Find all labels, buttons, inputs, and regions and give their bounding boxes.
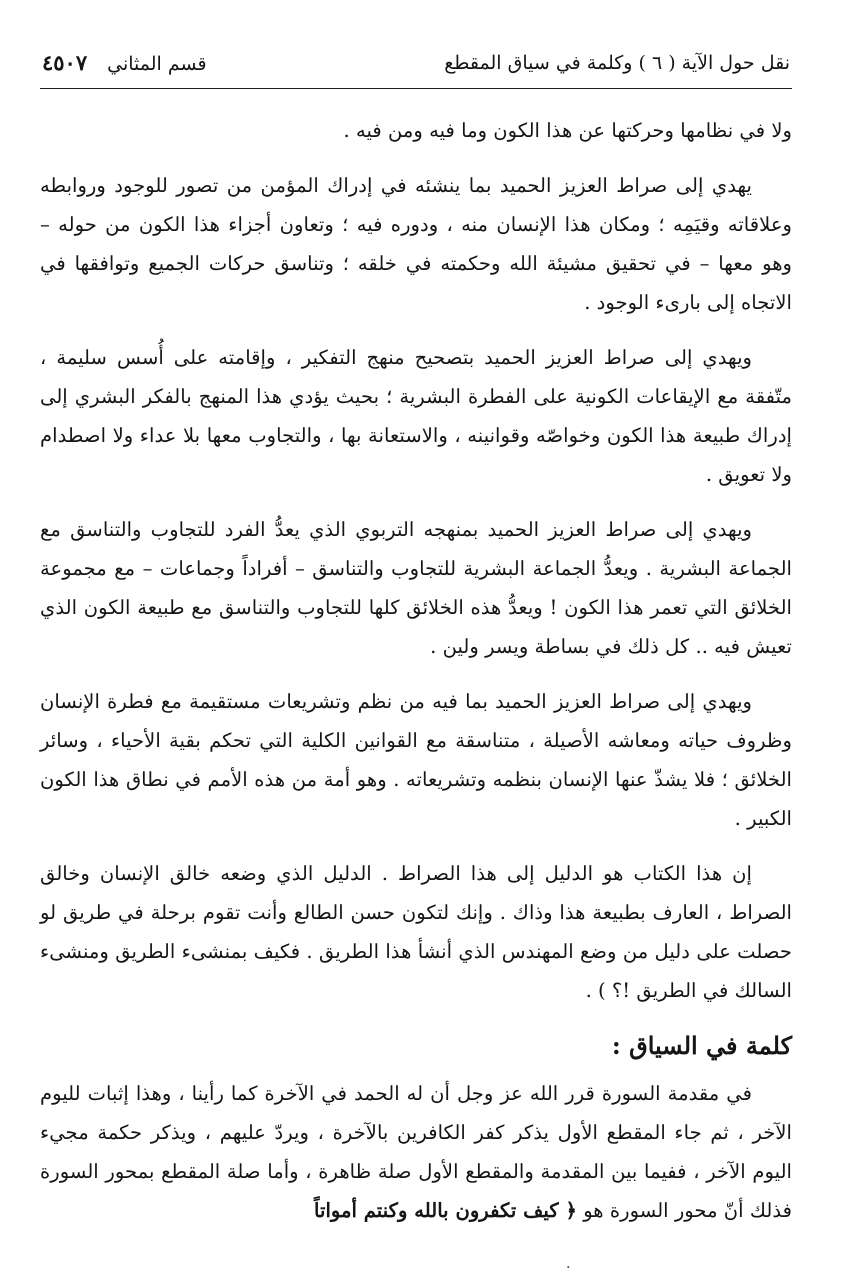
page-number: ٤٥٠٧ xyxy=(42,50,88,75)
footer-mark: . xyxy=(566,1256,571,1272)
paragraph: ويهدي إلى صراط العزيز الحميد بمنهجه التربوي الذي يعدُّ الفرد للتجاوب والتناسق مع الجماعة البشرية . ويعدُّ الجماعة البشرية للتجاوب والتناسق – أفراداً وجماعات – مع مجموعة الخلائق التي تعمر هذا الكون ! ويعدُّ هذه الخلائق كلها للتجاوب والتناسق مع طبيعة الكون الذي تعيش فيه .. كل ذلك في بساطة ويسر ولين . xyxy=(40,518,792,658)
paragraph: ويهدي إلى صراط العزيز الحميد بتصحيح منهج التفكير ، وإقامته على أُسس سليمة ، متّفقة مع الإيقاعات الكونية على الفطرة البشرية ؛ بحيث يؤدي هذا المنهج بالفكر البشري إلى إدراك طبيعة هذا الكون وخواصّه وقوانينه ، والاستعانة بها ، والتجاوب معها بلا عداء ولا اصطدام ولا تعويق . xyxy=(40,346,792,486)
section-name: قسم المثاني xyxy=(107,53,207,75)
page-header xyxy=(40,44,792,89)
section-heading: كلمة في السياق : xyxy=(611,1031,792,1060)
book-page xyxy=(40,44,792,1254)
paragraph: ولا في نظامها وحركتها عن هذا الكون وما فيه ومن فيه . xyxy=(343,119,792,142)
header-section-and-page xyxy=(42,50,207,75)
quranic-quote: ﴿ كيف تكفرون بالله وكنتم أمواتاً xyxy=(314,1199,577,1222)
paragraph: يهدي إلى صراط العزيز الحميد بما ينشئه في إدراك المؤمن من تصور للوجود وروابطه وعلاقاته وقيَمِه ؛ ومكان هذا الإنسان منه ، ودوره فيه ؛ وتعاون أجزاء هذا الكون من حوله – وهو معها – في تحقيق مشيئة الله وحكمته في خلقه ؛ وتناسق حركات الجميع وتوافقها في الاتجاه إلى بارىء الوجود . xyxy=(40,174,792,314)
section-paragraph-text: في مقدمة السورة قرر الله عز وجل أن له الحمد في الآخرة كما رأينا ، وهذا إثبات لليوم الآخر ، ثم جاء المقطع الأول يذكر كفر الكافرين بالآخرة ، ويردّ عليهم ، ويذكر حكمة مجيء اليوم الآخر ، ففيما بين المقدمة والمقطع الأول صلة ظاهرة ، وأما صلة المقطع بمحور السورة فذلك أنّ محور السورة هو xyxy=(40,1082,792,1222)
section-paragraph xyxy=(40,1074,792,1230)
paragraph: ويهدي إلى صراط العزيز الحميد بما فيه من نظم وتشريعات مستقيمة مع فطرة الإنسان وظروف حياته ومعاشه الأصيلة ، متناسقة مع القوانين الكلية التي تحكم بقية الأحياء ، وسائر الخلائق ؛ فلا يشذّ عنها الإنسان بنظمه وتشريعاته . وهو أمة من هذه الأمم في نطاق هذا الكون الكبير . xyxy=(40,690,792,830)
body-text xyxy=(40,111,792,1230)
paragraph: إن هذا الكتاب هو الدليل إلى هذا الصراط . الدليل الذي وضعه خالق الإنسان وخالق الصراط ، العارف بطبيعة هذا وذاك . وإنك لتكون حسن الطالع وأنت تقوم برحلة في طريق لو حصلت على دليل من وضع المهندس الذي أنشأ هذا الطريق . فكيف بمنشىء الطريق ومنشىء السالك في الطريق !؟ ) . xyxy=(40,862,792,1002)
running-title: نقل حول الآية ( ٦ ) وكلمة في سياق المقطع xyxy=(444,52,790,74)
